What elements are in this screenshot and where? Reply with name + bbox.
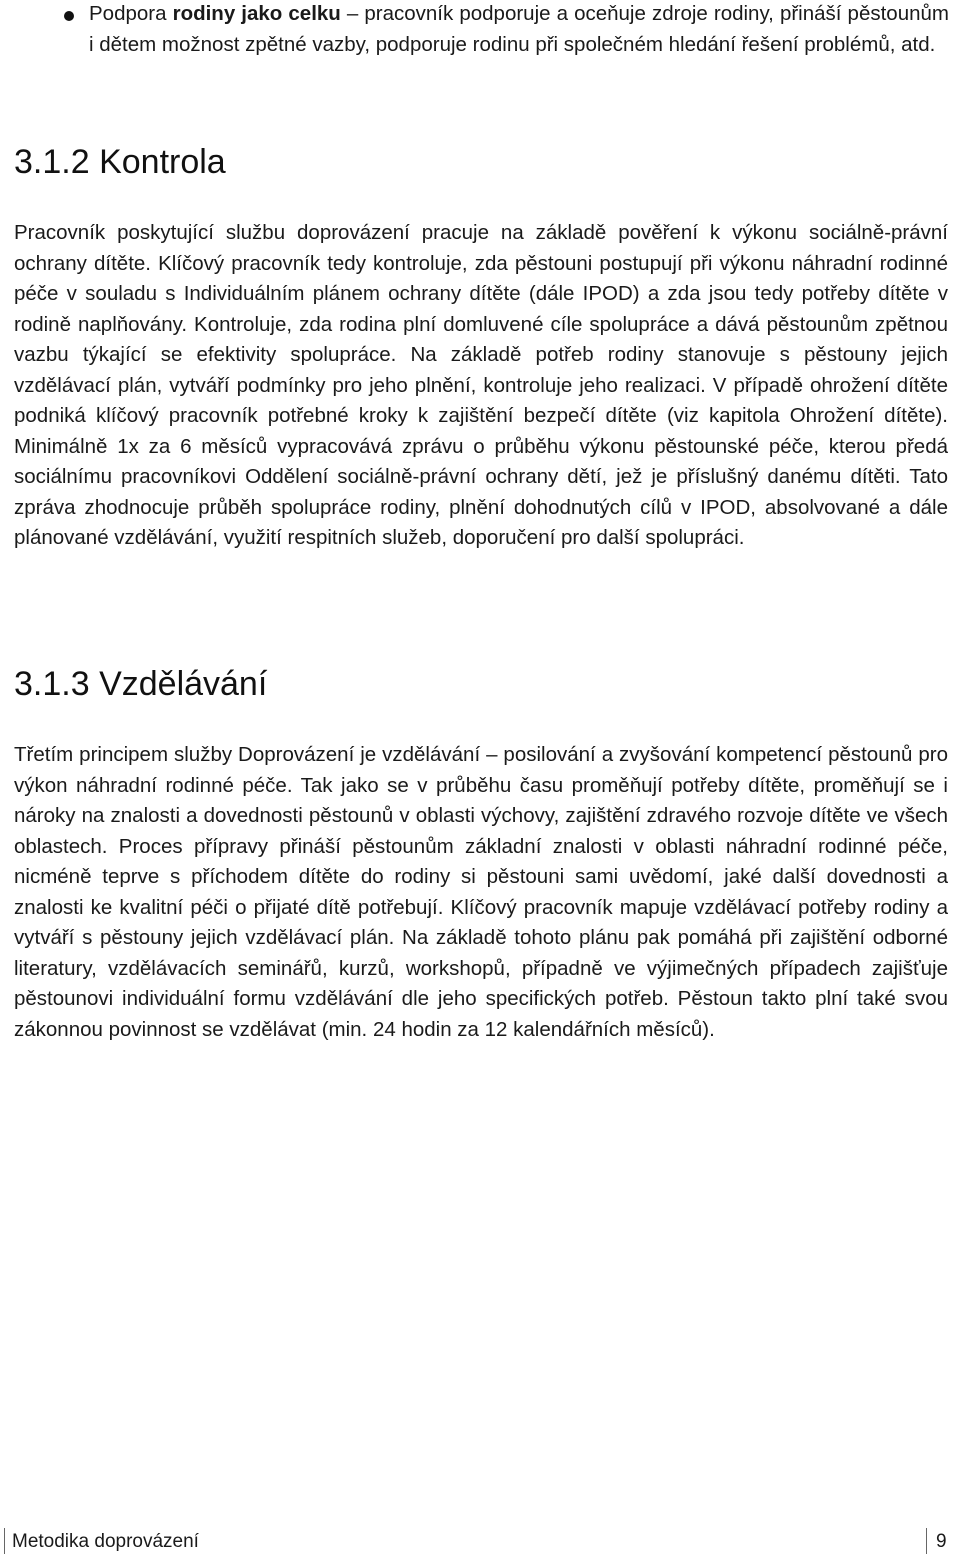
section-heading-kontrola: 3.1.2 Kontrola <box>14 143 226 181</box>
footer-divider-left <box>4 1528 5 1554</box>
bullet-bold-phrase: rodiny jako celku <box>172 2 341 25</box>
page-footer <box>0 1524 960 1558</box>
footer-document-title: Metodika doprovázení <box>12 1531 199 1552</box>
bullet-dot-icon <box>64 11 74 21</box>
page-number: 9 <box>936 1531 947 1552</box>
bullet-text <box>89 0 949 60</box>
section-heading-vzdelavani: 3.1.3 Vzdělávání <box>14 665 268 703</box>
bullet-rest: – pracovník podporuje a oceňuje zdroje rodiny, přináší pěstounům i dětem možnost zpětné vazby, podporuje rodinu při společném hledání řešení problémů, atd. <box>89 2 949 56</box>
paragraph-kontrola: Pracovník poskytující službu doprovázení pracuje na základě pověření k výkonu sociálně-právní ochrany dítěte. Klíčový pracovník tedy kontroluje, zda pěstouni postupují při výkonu náhradní rodinné péče v souladu s Individuálním plánem ochrany dítěte (dále IPOD) a zda jsou tedy potřeby dítěte v rodině naplňovány. Kontroluje, zda rodina plní domluvené cíle spolupráce a dává pěstounům zpětnou vazbu týkající se efektivity spolupráce. Na základě potřeb rodiny stanovuje s pěstouny jejich vzdělávací plán, vytváří podmínky pro jeho plnění, kontroluje jeho realizaci. V případě ohrožení dítěte podniká klíčový pracovník potřebné kroky k zajištění bezpečí dítěte (viz kapitola Ohrožení dítěte). Minimálně 1x za 6 měsíců vypracovává zprávu o průběhu výkonu pěstounské péče, kterou předá sociálnímu pracovníkovi Oddělení sociálně-právní ochrany dětí, jež je příslušný danému dítěti. Tato zpráva zhodnocuje průběh spolupráce rodiny, plnění dohodnutých cílů v IPOD, absolvované a dále plánované vzdělávání, využití respitních služeb, doporučení pro další spolupráci. <box>14 221 948 549</box>
paragraph-vzdelavani: Třetím principem služby Doprovázení je vzdělávání – posilování a zvyšování kompetencí pěstounů pro výkon náhradní rodinné péče. Tak jako se v průběhu času proměňují potřeby dítěte, proměňují se i nároky na znalosti a dovednosti pěstounů v oblasti výchovy, zajištění zdravého rozvoje dítěte ve všech oblastech. Proces přípravy přináší pěstounům základní znalosti v oblasti náhradní rodinné péče, nicméně teprve s příchodem dítěte do rodiny si pěstouni sami uvědomí, jaké další dovednosti a znalosti ke kvalitní péči o přijaté dítě potřebují. Klíčový pracovník mapuje vzdělávací potřeby rodiny a vytváří s pěstouny jejich vzdělávací plán. Na základě tohoto plánu pak pomáhá při zajištění odborné literatury, vzdělávacích seminářů, kurzů, workshopů, případně ve výjimečných případech zajišťuje pěstounovi individuální formu vzdělávání dle jeho specifických potřeb. Pěstoun takto plní také svou zákonnou povinnost se vzdělávat (min. 24 hodin za 12 kalendářních měsíců). <box>14 743 948 1041</box>
footer-divider-right <box>926 1528 927 1554</box>
bullet-prefix: Podpora <box>89 2 173 25</box>
